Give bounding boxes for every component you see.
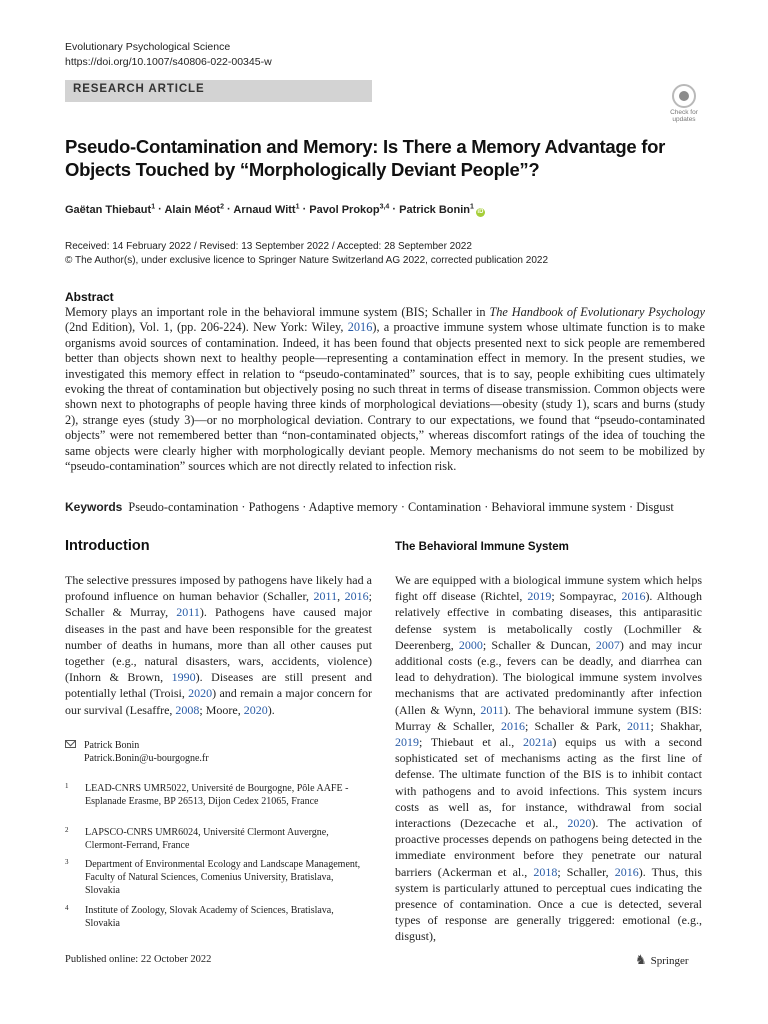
- body-text: ; Schaller & Park,: [524, 718, 627, 733]
- body-text: ; Schaller,: [557, 864, 615, 879]
- citation-link[interactable]: 2011: [313, 589, 338, 604]
- published-online: Published online: 22 October 2022: [65, 954, 212, 965]
- author[interactable]: Patrick Bonin$^1$: [399, 203, 474, 216]
- body-text: ; Schaller & Murray,: [65, 589, 373, 620]
- citation-link[interactable]: 2020: [567, 816, 592, 831]
- citation-link[interactable]: 1990: [171, 670, 196, 685]
- keywords-list: Pseudo-contamination · Pathogens · Adaptive memory · Contamination · Behavioral immune system · Disgust: [128, 500, 674, 514]
- citation-link[interactable]: 2008: [175, 702, 200, 717]
- affiliation: 1 LEAD-CNRS UMR5022, Université de Bourgogne, Pôle AAFE - Esplanade Erasme, BP 26513, Dijon Cedex 21065, France: [65, 782, 349, 807]
- citation-link[interactable]: 2000: [458, 637, 483, 652]
- citation-link[interactable]: 2011: [480, 702, 504, 717]
- citation-link[interactable]: 2016: [347, 320, 373, 335]
- body-text: The selective pressures imposed by pathogens have likely had a profound influence on human behavior (Schaller,: [65, 573, 372, 604]
- orcid-icon[interactable]: iD: [477, 208, 484, 215]
- bis-paragraph: [395, 572, 702, 945]
- check-updates-text: Check for updates: [670, 109, 698, 123]
- citation-link[interactable]: 2011: [626, 718, 651, 733]
- body-text: ). Diseases are still present and potentially lethal (Troisi,: [65, 670, 372, 701]
- author[interactable]: Pavol Prokop$^{3,4}$: [309, 203, 390, 216]
- body-text: ; Thiebaut et al.,: [419, 735, 524, 750]
- citation-link[interactable]: 2016: [614, 864, 639, 879]
- check-updates-icon: [672, 84, 696, 108]
- doi-link[interactable]: https://doi.org/10.1007/s40806-022-00345-w: [65, 56, 272, 68]
- body-text: ) and remain a major concern for our survival (Lesaffre,: [65, 686, 373, 717]
- body-text: ). Thus, this system is particularly attuned to perceptual cues indicating the presence of contamination. Once a cue is detected, several types of response are generally triggered: emotional (e.g., disgust),: [395, 864, 703, 944]
- author[interactable]: Gaëtan Thiebaut$^1$: [65, 203, 156, 216]
- keywords: [65, 500, 725, 515]
- copyright-line: © The Author(s), under exclusive licence to Springer Nature Switzerland AG 2022, corrected publication 2022: [65, 255, 549, 266]
- abstract-heading: Abstract: [65, 290, 114, 304]
- journal-header: [65, 40, 272, 70]
- article-title: Pseudo-Contamination and Memory: Is There a Memory Advantage for Objects Touched by “Morphologically Deviant People”?: [65, 136, 665, 180]
- body-text: ; Moore,: [199, 702, 244, 717]
- correspondence: [65, 739, 209, 765]
- author-list: Gaëtan Thiebaut$^1$ · Alain Méot$^2$ · Arnaud Witt$^1$ · Pavol Prokop$^{3,4}$ · Patrick Bonin$^1$iD: [65, 203, 484, 216]
- citation-link[interactable]: 2007: [595, 637, 620, 652]
- springer-horse-icon: ♞: [635, 952, 647, 967]
- journal-name: Evolutionary Psychological Science: [65, 41, 231, 53]
- body-text: ; Shakhar,: [650, 718, 702, 733]
- article-type-banner: [65, 80, 372, 102]
- introduction-paragraph: [65, 572, 372, 718]
- envelope-icon: [65, 740, 76, 748]
- citation-link[interactable]: 2016: [344, 589, 369, 604]
- body-text: ). Although relatively effective in combating diseases, this antiparasitic defense system is metabolically costly (Lochmiller & Deerenberg,: [395, 589, 702, 652]
- corresponding-author: Patrick Bonin: [84, 740, 140, 751]
- introduction-heading: Introduction: [65, 538, 150, 554]
- check-for-updates-badge[interactable]: [664, 84, 704, 124]
- history-dates: Received: 14 February 2022 / Revised: 13 September 2022 / Accepted: 28 September 2022: [65, 241, 472, 252]
- citation-link[interactable]: 2020: [243, 702, 268, 717]
- abstract-text: Memory plays an important role in the behavioral immune system (BIS; Schaller in The Handbook of Evolutionary Psychology (2nd Edition), Vol. 1, (pp. 206-224). New York: Wiley, 2016), a proactive immune system whose ultimate function is to make organisms avoid sources of contamination. Indeed, it has been found that objects presented next to sick people are remembered better than objects shown next to healthy people—representing a contamination effect in memory. In the present studies, we investigated this memory effect in relation to “pseudo-contaminated” sources, that is to say, people exhibiting cues ultimately evoking the threat of contamination but objectively posing no such threat in terms of disease transmission. Common objects were shown next to photographs of people having three kinds of morphological deviations—obesity (study 1), scars and burns (study 2), strange eyes (study 3)—or no morphological deviation. Contrary to our expectations, we found that “pseudo-contaminated objects” were not remembered better than “non-contaminated objects,” whereas discomfort ratings of the idea of touching the same objects were clearly higher with morphologically deviant people. Memory mechanisms do not seem to be mobilized by “pseudo-contamination” sources which are not directly related to infection risk.: [65, 305, 705, 474]
- citation-link[interactable]: 2019: [395, 735, 419, 750]
- article-dates: [65, 240, 548, 268]
- body-text: ). The activation of proactive processes depends on pathogens being detected in the immediate environment before they penetrate our natural barriers (Ackerman et al.,: [395, 816, 702, 879]
- corresponding-email[interactable]: Patrick.Bonin@u-bourgogne.fr: [84, 753, 209, 764]
- body-text: ,: [337, 589, 345, 604]
- body-text: ). The behavioral immune system (BIS: Murray & Schaller,: [395, 702, 702, 733]
- body-text: We are equipped with a biological immune system which helps fight off disease (Richtel,: [395, 573, 702, 604]
- body-text: ).: [267, 702, 275, 717]
- citation-link[interactable]: 2016: [500, 718, 525, 733]
- body-text: ) and may incur additional costs (e.g., fevers can be deadly, and diarrhea can lead to dehydration). The biological immune system involves mechanisms that are activated predominantly after infection (Allen & Wynn,: [395, 637, 702, 717]
- citation-link[interactable]: 2011: [176, 605, 200, 620]
- affiliation: 2 LAPSCO-CNRS UMR6024, Université Clermont Auvergne, Clermont-Ferrand, France: [65, 826, 329, 851]
- publisher-logo[interactable]: [635, 952, 689, 968]
- citation-link[interactable]: 2020: [188, 686, 213, 701]
- body-text: ; Schaller & Duncan,: [482, 637, 596, 652]
- affiliation: 4 Institute of Zoology, Slovak Academy of Sciences, Bratislava, Slovakia: [65, 904, 334, 929]
- publisher-name: Springer: [650, 955, 689, 967]
- citation-link[interactable]: 2016: [621, 589, 646, 604]
- citation-link[interactable]: 2019: [527, 589, 552, 604]
- citation-link[interactable]: 2021a: [523, 735, 553, 750]
- body-text: ) equips us with a second sophisticated set of mechanisms acting as the first line of defense. The ultimate function of the BIS is to inhibit contact with pathogens and to avoid infections. This system incurs costs as well as, for instance, withdrawal from social interactions (Dezecache et al.,: [395, 735, 703, 831]
- article-type-label: RESEARCH ARTICLE: [73, 83, 205, 95]
- author[interactable]: Arnaud Witt$^1$: [233, 203, 300, 216]
- keywords-label: Keywords: [65, 500, 123, 514]
- citation-link[interactable]: 2018: [533, 864, 558, 879]
- affiliation: 3 Department of Environmental Ecology and Landscape Management, Faculty of Natural Sciences, Comenius University, Bratislava, Slovakia: [65, 858, 361, 896]
- author[interactable]: Alain Méot$^2$: [164, 203, 224, 216]
- body-text: ; Sompayrac,: [551, 589, 622, 604]
- body-text: ). Pathogens have caused major diseases in the past and have been responsible for the greatest number of deaths in humans, more than all other causes put together (e.g., natural disasters, wars, accidents, violence) (Inhorn & Brown,: [65, 605, 373, 685]
- bis-subheading: The Behavioral Immune System: [395, 541, 569, 553]
